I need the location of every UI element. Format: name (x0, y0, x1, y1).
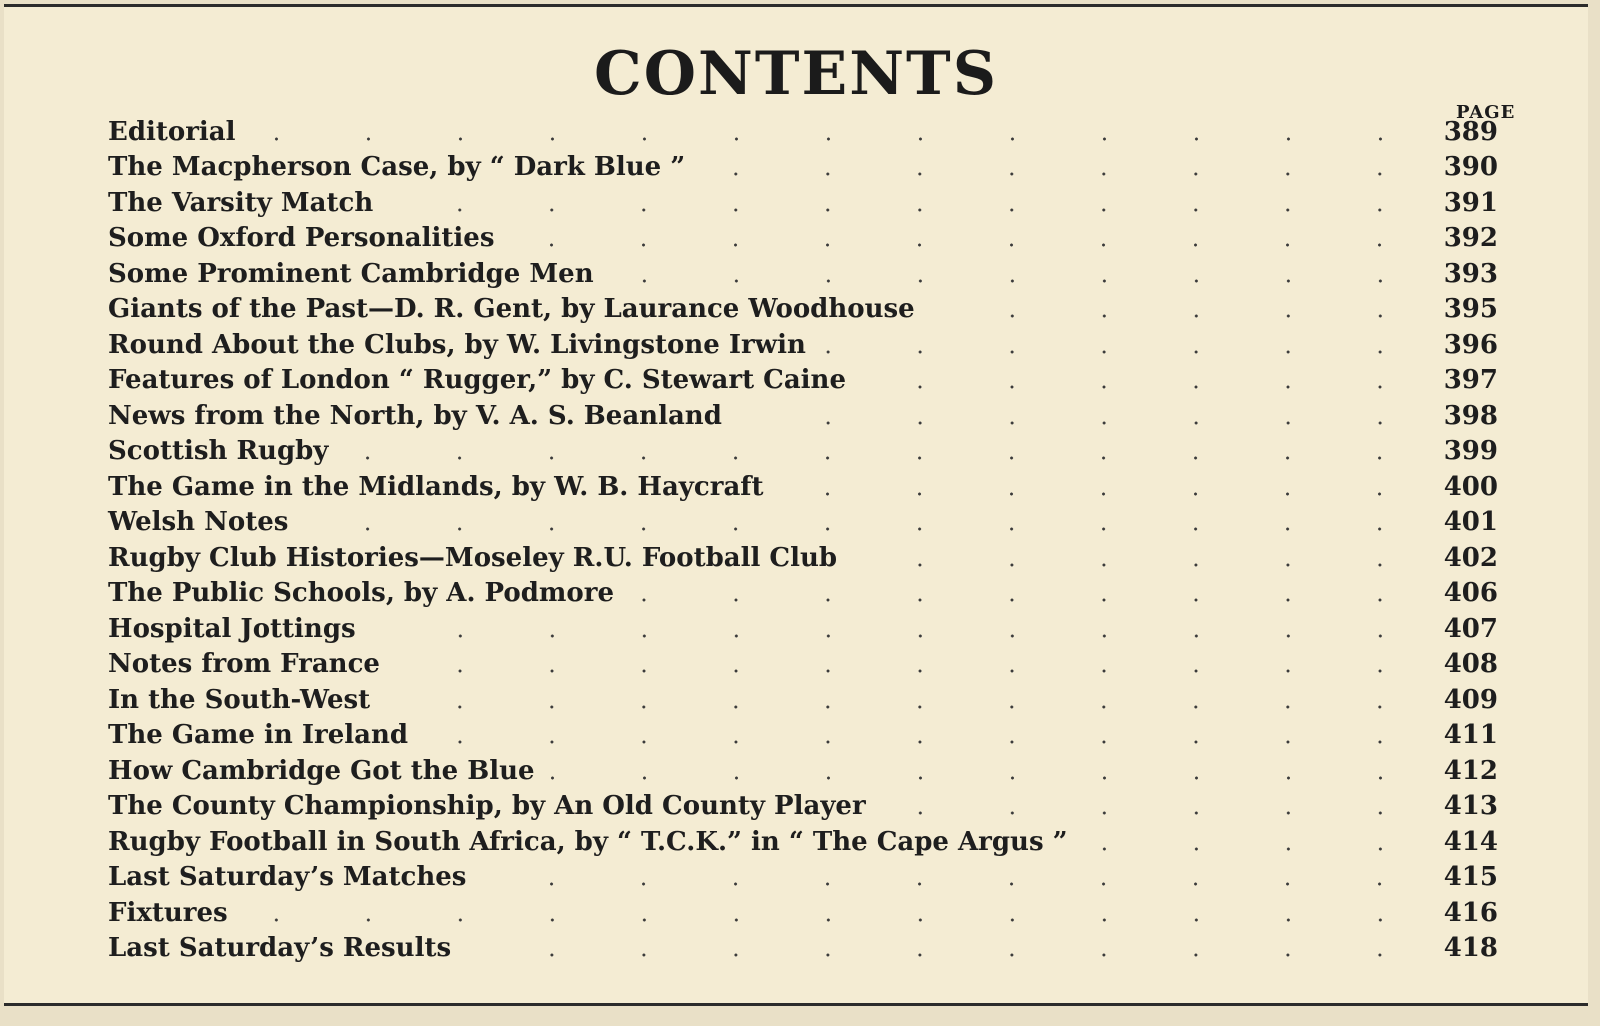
entry-page-number: 392 (1443, 223, 1498, 253)
dot-leader (304, 525, 1426, 533)
entry-title: Round About the Clubs, by W. Livingstone Irwin (108, 329, 806, 360)
entry-page-number: 395 (1443, 294, 1498, 324)
entry-title: Some Oxford Personalities (108, 223, 495, 253)
entry-page-number: 390 (1443, 152, 1498, 182)
entry-page-number: 418 (1443, 933, 1498, 963)
toc-entry (108, 220, 1498, 256)
entry-title: Fixtures (108, 897, 228, 928)
entry-title: Some Prominent Cambridge Men (108, 258, 594, 289)
dot-leader (779, 490, 1426, 498)
toc-entry (108, 646, 1498, 682)
entry-page-number: 406 (1443, 578, 1498, 608)
entry-page-number: 402 (1443, 542, 1498, 573)
toc-entry (108, 255, 1498, 291)
dot-leader (882, 809, 1426, 817)
toc-entry (108, 930, 1498, 966)
dot-leader (467, 951, 1426, 959)
toc-entry (108, 610, 1498, 646)
dot-leader (853, 561, 1426, 569)
dot-leader (396, 667, 1426, 675)
toc-entry (108, 717, 1498, 753)
entry-page-number: 398 (1443, 400, 1498, 431)
entry-title: The Game in the Midlands, by W. B. Haycraft (108, 471, 764, 502)
entry-title: Rugby Football in South Africa, by “ T.C.K.” in “ The Cape Argus ” (108, 826, 1068, 857)
entry-page-number: 411 (1443, 720, 1498, 750)
entry-page-number: 396 (1443, 329, 1498, 360)
entry-page-number: 416 (1443, 897, 1498, 928)
entry-title: Hospital Jottings (108, 613, 356, 644)
entry-page-number: 415 (1443, 862, 1498, 892)
toc-entry (108, 433, 1498, 469)
dot-leader (510, 241, 1426, 249)
entry-title: Last Saturday’s Results (108, 933, 452, 963)
toc-entry (108, 823, 1498, 859)
entry-title: Rugby Club Histories—Moseley R.U. Football Club (108, 542, 838, 573)
toc-entry (108, 184, 1498, 220)
toc-entry (108, 362, 1498, 398)
page-column-header: PAGE (1456, 102, 1516, 123)
dot-leader (630, 596, 1426, 604)
dot-leader (1084, 845, 1426, 853)
toc-entry (108, 788, 1498, 824)
table-of-contents (108, 113, 1498, 965)
entry-title: Giants of the Past—D. R. Gent, by Laurance Woodhouse (108, 294, 915, 324)
entry-page-number: 407 (1443, 613, 1498, 644)
entry-title: News from the North, by V. A. S. Beanland (108, 400, 722, 431)
entry-page-number: 393 (1443, 258, 1498, 289)
entry-title: Last Saturday’s Matches (108, 862, 467, 892)
entry-title: The County Championship, by An Old County Player (108, 791, 866, 821)
toc-entry (108, 894, 1498, 930)
dot-leader (862, 383, 1426, 391)
page-title: CONTENTS (593, 39, 999, 109)
dot-leader (701, 170, 1426, 178)
entry-title: In the South-West (108, 684, 371, 715)
entry-title: Editorial (108, 116, 236, 147)
entry-page-number: 400 (1443, 471, 1498, 502)
dot-leader (389, 206, 1426, 214)
dot-leader (344, 454, 1426, 462)
toc-entry (108, 539, 1498, 575)
entry-page-number: 401 (1443, 507, 1498, 537)
entry-page-number: 389 (1443, 116, 1498, 147)
entry-page-number: 399 (1443, 436, 1498, 466)
toc-entry (108, 504, 1498, 540)
dot-leader (252, 135, 1426, 143)
toc-entry (108, 575, 1498, 611)
dot-leader (822, 348, 1426, 356)
entry-page-number: 412 (1443, 755, 1498, 786)
entry-page-number: 409 (1443, 684, 1498, 715)
entry-title: The Public Schools, by A. Podmore (108, 578, 615, 608)
entry-page-number: 413 (1443, 791, 1498, 821)
dot-leader (738, 419, 1426, 427)
toc-entry (108, 752, 1498, 788)
entry-title: The Macpherson Case, by “ Dark Blue ” (108, 152, 686, 182)
dot-leader (244, 916, 1426, 924)
entry-title: How Cambridge Got the Blue (108, 755, 535, 786)
entry-page-number: 391 (1443, 187, 1498, 218)
toc-entry (108, 859, 1498, 895)
dot-leader (372, 632, 1426, 640)
toc-entry (108, 149, 1498, 185)
toc-entry (108, 291, 1498, 327)
toc-entry (108, 397, 1498, 433)
entry-title: The Varsity Match (108, 187, 374, 218)
entry-page-number: 408 (1443, 649, 1498, 679)
entry-title: Scottish Rugby (108, 436, 329, 466)
dot-leader (931, 312, 1426, 320)
dot-leader (482, 880, 1426, 888)
dot-leader (386, 703, 1426, 711)
dot-leader (424, 738, 1426, 746)
entry-title: Features of London “ Rugger,” by C. Stewart Caine (108, 365, 846, 395)
dot-leader (610, 277, 1426, 285)
dot-leader (551, 774, 1426, 782)
entry-title: Welsh Notes (108, 507, 289, 537)
toc-entry (108, 681, 1498, 717)
entry-page-number: 397 (1443, 365, 1498, 395)
entry-title: Notes from France (108, 649, 380, 679)
entry-page-number: 414 (1443, 826, 1498, 857)
entry-title: The Game in Ireland (108, 720, 409, 750)
toc-entry (108, 113, 1498, 149)
toc-entry (108, 468, 1498, 504)
toc-entry (108, 326, 1498, 362)
contents-page (4, 4, 1588, 1006)
